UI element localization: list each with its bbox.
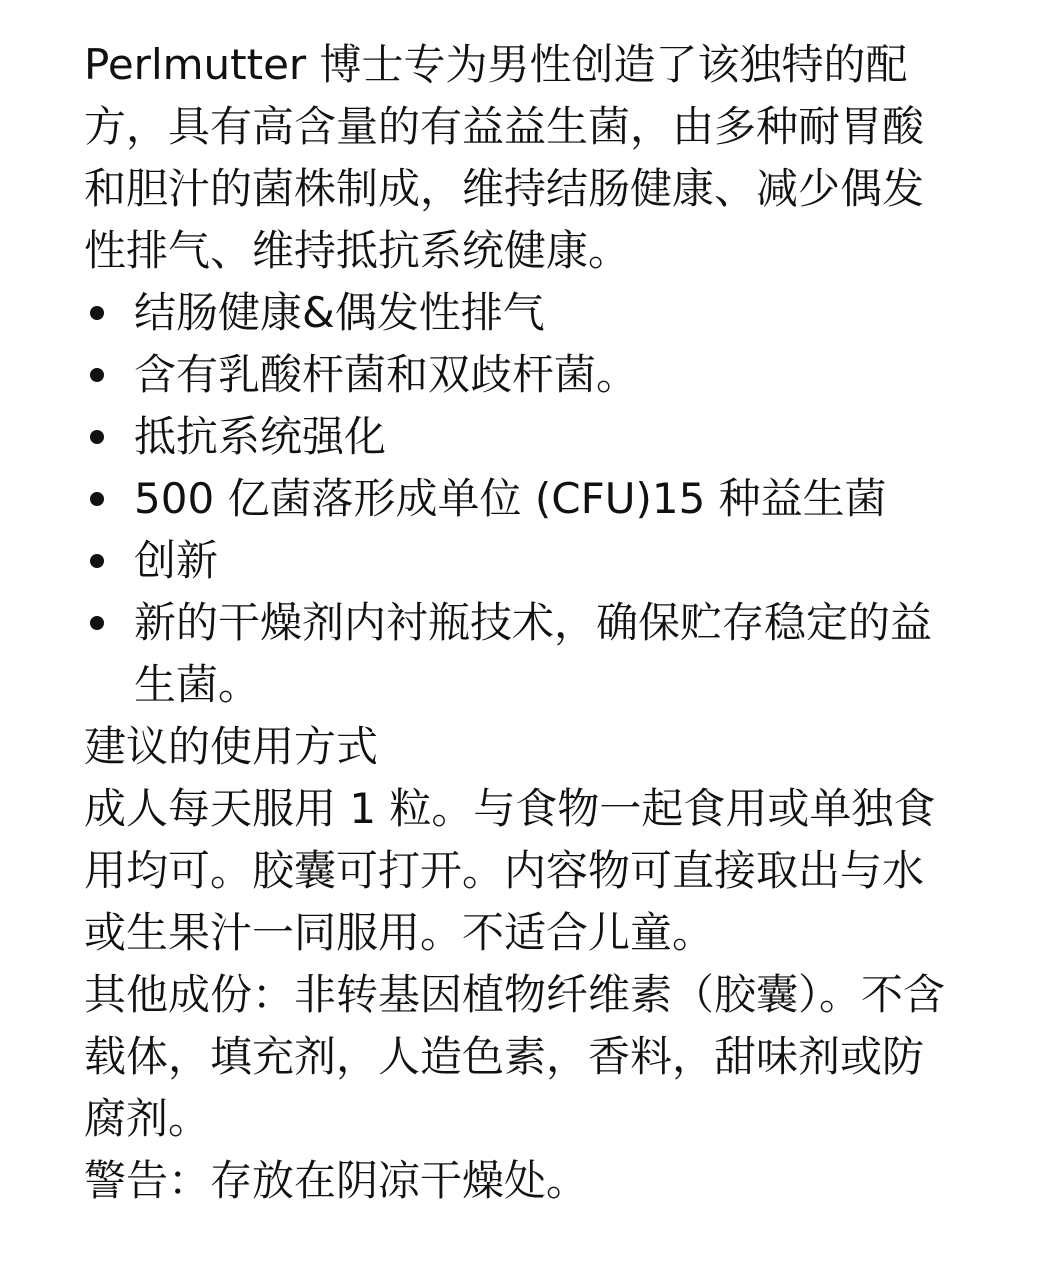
feature-text: 抵抗系统强化	[134, 412, 387, 461]
usage-heading: 建议的使用方式	[84, 722, 379, 771]
list-item	[84, 406, 954, 468]
list-item	[84, 468, 954, 530]
intro-paragraph: Perlmutter 博士专为男性创造了该独特的配方，具有高含量的有益益生菌，由多种耐胃酸和胆汁的菌株制成，维持结肠健康、减少偶发性排气、维持抵抗系统健康。	[84, 40, 925, 275]
bullet-icon	[90, 368, 104, 382]
bullet-icon	[90, 492, 104, 506]
list-item	[84, 592, 954, 716]
feature-text: 500 亿菌落形成单位 (CFU)15 种益生菌	[134, 474, 887, 523]
list-item	[84, 344, 954, 406]
product-description	[84, 34, 954, 1212]
feature-text: 创新	[134, 536, 219, 585]
bullet-icon	[90, 306, 104, 320]
feature-text: 含有乳酸杆菌和双歧杆菌。	[134, 350, 639, 399]
bullet-icon	[90, 616, 104, 630]
feature-text: 结肠健康&偶发性排气	[134, 288, 545, 337]
bullet-icon	[90, 554, 104, 568]
feature-list	[84, 282, 954, 716]
other-ingredients-paragraph: 其他成份：非转基因植物纤维素（胶囊）。不含载体，填充剂，人造色素，香料，甜味剂或防腐剂。	[84, 970, 946, 1143]
warning-paragraph: 警告：存放在阴凉干燥处。	[84, 1156, 589, 1205]
bullet-icon	[90, 430, 104, 444]
usage-paragraph: 成人每天服用 1 粒。与食物一起食用或单独食用均可。胶囊可打开。内容物可直接取出与水或生果汁一同服用。不适合儿童。	[84, 784, 936, 957]
list-item	[84, 282, 954, 344]
list-item	[84, 530, 954, 592]
feature-text: 新的干燥剂内衬瓶技术，确保贮存稳定的益生菌。	[134, 598, 933, 709]
